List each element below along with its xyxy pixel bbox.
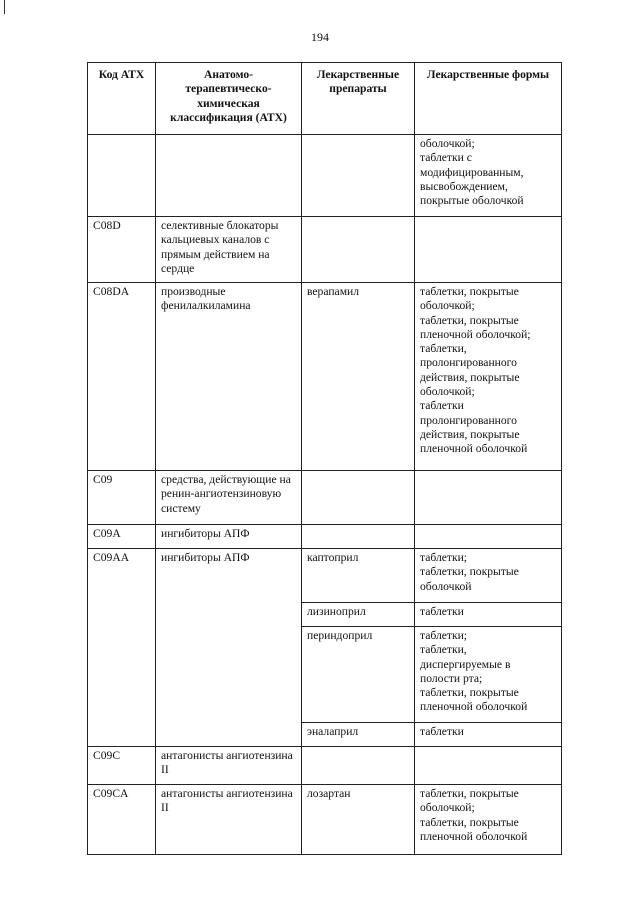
row-code: C09C xyxy=(88,747,156,785)
row-code: C09A xyxy=(88,525,156,549)
row-forms: таблетки; таблетки, диспергируемые в полости рта; таблетки, покрытые пленочной оболочкой xyxy=(415,627,562,723)
row-forms xyxy=(415,747,562,785)
row-forms: оболочкой; таблетки с модифицированным, высвобождением, покрытые оболочкой xyxy=(415,135,562,217)
row-drug xyxy=(302,525,415,549)
row-drug: периндоприл xyxy=(302,627,415,723)
row-code: C09CA xyxy=(88,785,156,855)
row-classification: ингибиторы АПФ xyxy=(156,525,302,549)
row-forms: таблетки xyxy=(415,723,562,747)
row-drug: верапамил xyxy=(302,283,415,471)
row-drug xyxy=(302,217,415,283)
row-forms xyxy=(415,217,562,283)
scan-margin-mark xyxy=(4,0,5,14)
table-row xyxy=(88,549,562,603)
row-drug: эналаприл xyxy=(302,723,415,747)
row-code xyxy=(88,135,156,217)
row-forms xyxy=(415,525,562,549)
table-row xyxy=(88,747,562,785)
row-forms xyxy=(415,471,562,525)
row-code: C09AA xyxy=(88,549,156,747)
row-classification: ингибиторы АПФ xyxy=(156,549,302,747)
table-header-row xyxy=(88,63,562,135)
atx-table xyxy=(87,62,562,855)
row-drug: лозартан xyxy=(302,785,415,855)
table-row xyxy=(88,785,562,855)
row-classification: селективные блокаторы кальциевых каналов с прямым действием на сердце xyxy=(156,217,302,283)
row-code: C08DA xyxy=(88,283,156,471)
row-code: C08D xyxy=(88,217,156,283)
row-drug xyxy=(302,471,415,525)
row-classification: производные фенилалкиламина xyxy=(156,283,302,471)
row-forms: таблетки; таблетки, покрытые оболочкой xyxy=(415,549,562,603)
row-classification xyxy=(156,135,302,217)
row-drug xyxy=(302,747,415,785)
header-classification: Анатомо- терапевтическо- химическая классификация (АТХ) xyxy=(156,63,302,135)
row-classification: средства, действующие на ренин-ангиотензиновую систему xyxy=(156,471,302,525)
header-forms: Лекарственные формы xyxy=(415,63,562,135)
row-drug xyxy=(302,135,415,217)
table-row xyxy=(88,217,562,283)
table-row xyxy=(88,135,562,217)
page-number: 194 xyxy=(311,30,329,44)
header-drugs: Лекарственные препараты xyxy=(302,63,415,135)
row-drug: каптоприл xyxy=(302,549,415,603)
table-row xyxy=(88,471,562,525)
header-code: Код АТХ xyxy=(88,63,156,135)
row-classification: антагонисты ангиотензина II xyxy=(156,747,302,785)
row-classification: антагонисты ангиотензина II xyxy=(156,785,302,855)
row-drug: лизиноприл xyxy=(302,603,415,627)
table-row xyxy=(88,525,562,549)
row-forms: таблетки, покрытые оболочкой; таблетки, покрытые пленочной оболочкой; таблетки, пролонгированного действия, покрытые оболочкой; таблетки пролонгированного действия, покрытые пленочной оболочкой xyxy=(415,283,562,471)
row-forms: таблетки xyxy=(415,603,562,627)
row-code: C09 xyxy=(88,471,156,525)
table-row xyxy=(88,283,562,471)
row-forms: таблетки, покрытые оболочкой; таблетки, покрытые пленочной оболочкой xyxy=(415,785,562,855)
